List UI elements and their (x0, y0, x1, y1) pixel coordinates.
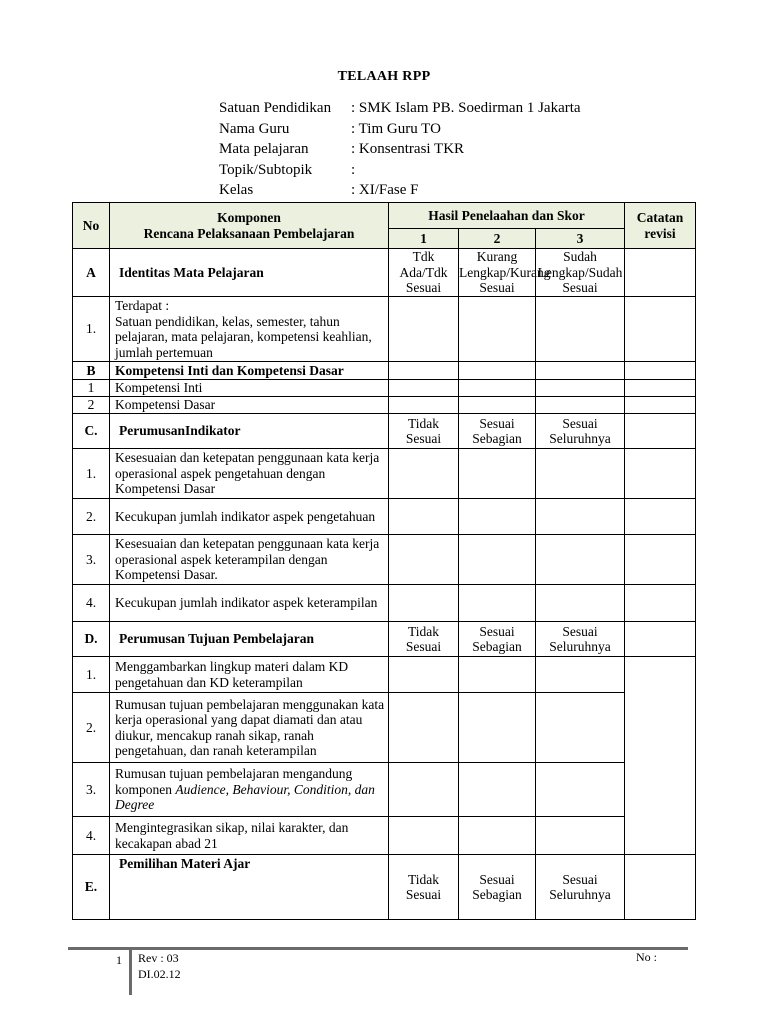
score-cell-2[interactable] (459, 297, 536, 362)
score-cell-2[interactable] (459, 449, 536, 499)
score-cell-1[interactable] (389, 817, 459, 855)
table-row (73, 763, 696, 817)
table-row (73, 585, 696, 622)
item-text (110, 297, 389, 362)
section-title: Identitas Mata Pelajaran (110, 249, 389, 297)
score-cell-2[interactable] (459, 657, 536, 693)
meta-value: : SMK Islam PB. Soedirman 1 Jakarta (351, 100, 581, 116)
meta-value: : XI/Fase F (351, 182, 419, 198)
meta-value: : Tim Guru TO (351, 120, 441, 137)
section-title: Perumusan Tujuan Pembelajaran (110, 622, 389, 657)
score-cell-1[interactable] (389, 499, 459, 535)
score-label-1: Tdk Ada/Tdk Sesuai (389, 249, 459, 297)
item-text (110, 763, 389, 817)
score-cell-3[interactable] (536, 297, 625, 362)
score-cell-2[interactable] (459, 397, 536, 414)
score-cell-2[interactable] (459, 499, 536, 535)
section-no: B (73, 362, 110, 380)
score-cell-3[interactable] (536, 535, 625, 585)
item-no: 2. (73, 499, 110, 535)
score-cell-2[interactable] (459, 380, 536, 397)
score-cell-3[interactable] (536, 397, 625, 414)
section-title: PerumusanIndikator (110, 414, 389, 449)
score-label-3: Sesuai Seluruhnya (536, 855, 625, 920)
item-no: 2 (73, 397, 110, 414)
item-text-plain: Rumusan tujuan pembelajaran mengandung komponen (115, 766, 353, 797)
score-cell-2[interactable] (459, 362, 536, 380)
table-row (73, 449, 696, 499)
score-label-2: Kurang Lengkap/Kurang Sesuai (459, 249, 551, 296)
table-row (73, 297, 696, 362)
footer-doc-code: DI.02.12 (138, 967, 181, 981)
score-cell-1[interactable] (389, 449, 459, 499)
table-row (73, 499, 696, 535)
item-text: Kompetensi Dasar (110, 397, 389, 414)
header-score-2: 2 (459, 229, 536, 249)
meta-row-mapel (219, 139, 581, 160)
score-cell-1[interactable] (389, 763, 459, 817)
item-text: Kesesuaian dan ketepatan penggunaan kata kerja operasional aspek pengetahuan dengan Kompetensi Dasar (110, 449, 389, 499)
score-cell-2[interactable] (459, 693, 536, 763)
score-cell-1[interactable] (389, 380, 459, 397)
meta-label: Kelas (219, 182, 254, 198)
meta-label: Satuan Pendidikan (219, 100, 332, 116)
catatan-cell[interactable] (625, 855, 696, 920)
score-cell-3[interactable] (536, 657, 625, 693)
catatan-cell[interactable] (625, 380, 696, 397)
item-text: Kecukupan jumlah indikator aspek pengetahuan (110, 499, 389, 535)
score-cell-1[interactable] (389, 297, 459, 362)
table-row (73, 535, 696, 585)
score-label-1: Tidak Sesuai (389, 622, 459, 657)
score-cell-2[interactable] (459, 817, 536, 855)
header-komponen (110, 203, 389, 249)
header-catatan: Catatan revisi (625, 203, 696, 249)
score-cell-3[interactable] (536, 585, 625, 622)
header-komponen-line1: Komponen (217, 210, 281, 225)
score-label-2: Sesuai Sebagian (459, 855, 536, 920)
meta-row-topik (219, 160, 581, 181)
score-label-1: Tidak Sesuai (389, 855, 459, 920)
footer-rev-text: Rev : 03 (138, 951, 179, 965)
section-row-d (73, 622, 696, 657)
item-text: Rumusan tujuan pembelajaran menggunakan kata kerja operasional yang dapat diamati dan atau diukur, mencakup ranah sikap, ranah pengetahuan, dan ranah keterampilan (110, 693, 389, 763)
catatan-cell[interactable] (625, 297, 696, 362)
rpp-review-table (72, 202, 696, 920)
header-komponen-line2: Rencana Pelaksanaan Pembelajaran (143, 225, 355, 241)
section-title: Pemilihan Materi Ajar (110, 855, 389, 920)
score-label-2: Sesuai Sebagian (459, 414, 536, 449)
score-label-2: Sesuai Sebagian (459, 622, 536, 657)
header-score-3: 3 (536, 229, 625, 249)
score-cell-1[interactable] (389, 693, 459, 763)
section-no: C. (73, 414, 110, 449)
table-row (73, 397, 696, 414)
item-text: Kecukupan jumlah indikator aspek keterampilan (110, 585, 389, 622)
item-text: Mengintegrasikan sikap, nilai karakter, dan kecakapan abad 21 (110, 817, 389, 855)
document-meta (219, 98, 581, 201)
catatan-cell[interactable] (625, 449, 696, 499)
meta-row-kelas (219, 180, 581, 201)
score-cell-2[interactable] (459, 585, 536, 622)
document-title: TELAAH RPP (337, 69, 431, 84)
catatan-cell[interactable] (625, 535, 696, 585)
footer-page-number: 1 (116, 953, 122, 967)
item-no: 2. (73, 693, 110, 763)
section-title: Kompetensi Inti dan Kompetensi Dasar (110, 362, 389, 380)
section-row-b (73, 362, 696, 380)
item-no: 1. (73, 449, 110, 499)
score-cell-3[interactable] (536, 380, 625, 397)
section-row-e (73, 855, 696, 920)
item-text-italic: Audience, Behaviour, Condition, dan Degree (115, 781, 375, 813)
meta-value: : (351, 161, 356, 178)
score-cell-2[interactable] (459, 763, 536, 817)
item-no: 1. (73, 657, 110, 693)
table-row (73, 693, 696, 763)
catatan-cell[interactable] (625, 249, 696, 297)
score-label-3: Sesuai Seluruhnya (536, 414, 625, 449)
score-cell-3[interactable] (536, 362, 625, 380)
footer-revision (138, 950, 181, 982)
catatan-cell[interactable] (625, 622, 696, 657)
section-no: E. (73, 855, 110, 920)
score-label-3: Sesuai Seluruhnya (536, 622, 625, 657)
meta-label: Topik/Subtopik (219, 161, 313, 178)
score-cell-3[interactable] (536, 499, 625, 535)
score-cell-3[interactable] (536, 693, 625, 763)
footer-no-label: No : (636, 950, 657, 964)
score-cell-1[interactable] (389, 585, 459, 622)
section-row-c (73, 414, 696, 449)
meta-label: Nama Guru (219, 120, 290, 137)
score-cell-3[interactable] (536, 817, 625, 855)
score-cell-1[interactable] (389, 397, 459, 414)
item-no: 3. (73, 535, 110, 585)
item-text: Menggambarkan lingkup materi dalam KD pengetahuan dan KD keterampilan (110, 657, 389, 693)
table-row (73, 380, 696, 397)
section-no: D. (73, 622, 110, 657)
score-label-1: Tidak Sesuai (389, 414, 459, 449)
catatan-cell[interactable] (625, 397, 696, 414)
item-no: 4. (73, 817, 110, 855)
header-hasil: Hasil Penelaahan dan Skor (389, 203, 625, 229)
header-score-1: 1 (389, 229, 459, 249)
meta-label: Mata pelajaran (219, 141, 309, 157)
catatan-cell[interactable] (625, 499, 696, 535)
section-row-a (73, 249, 696, 297)
score-cell-3[interactable] (536, 763, 625, 817)
item-text: Kesesuaian dan ketepatan penggunaan kata kerja operasional aspek keterampilan dengan Kompetensi Dasar. (110, 535, 389, 585)
table-row (73, 817, 696, 855)
meta-row-guru (219, 119, 581, 140)
item-no: 1. (73, 297, 110, 362)
catatan-cell[interactable] (625, 585, 696, 622)
catatan-cell-merged[interactable] (625, 657, 696, 855)
item-no: 3. (73, 763, 110, 817)
item-no: 1 (73, 380, 110, 397)
table-header-row (73, 203, 696, 229)
score-label-3: Sudah Lengkap/Sudah Sesuai (536, 249, 625, 297)
catatan-cell[interactable] (625, 414, 696, 449)
meta-value: : Konsentrasi TKR (351, 141, 465, 157)
table-row (73, 657, 696, 693)
score-cell-2[interactable] (459, 535, 536, 585)
item-no: 4. (73, 585, 110, 622)
item-text-line2: Satuan pendidikan, kelas, semester, tahun pelajaran, mata pelajaran, kompetensi keahlian, jumlah pertemuan (115, 313, 372, 360)
header-no: No (73, 203, 110, 249)
meta-row-satuan (219, 98, 581, 119)
score-cell-1[interactable] (389, 362, 459, 380)
section-no: A (73, 249, 110, 297)
score-cell-1[interactable] (389, 535, 459, 585)
catatan-cell[interactable] (625, 362, 696, 380)
footer-vertical-divider (129, 948, 132, 995)
score-cell-3[interactable] (536, 449, 625, 499)
score-cell-1[interactable] (389, 657, 459, 693)
item-text-line1: Terdapat : (115, 298, 170, 313)
item-text: Kompetensi Inti (110, 380, 389, 397)
